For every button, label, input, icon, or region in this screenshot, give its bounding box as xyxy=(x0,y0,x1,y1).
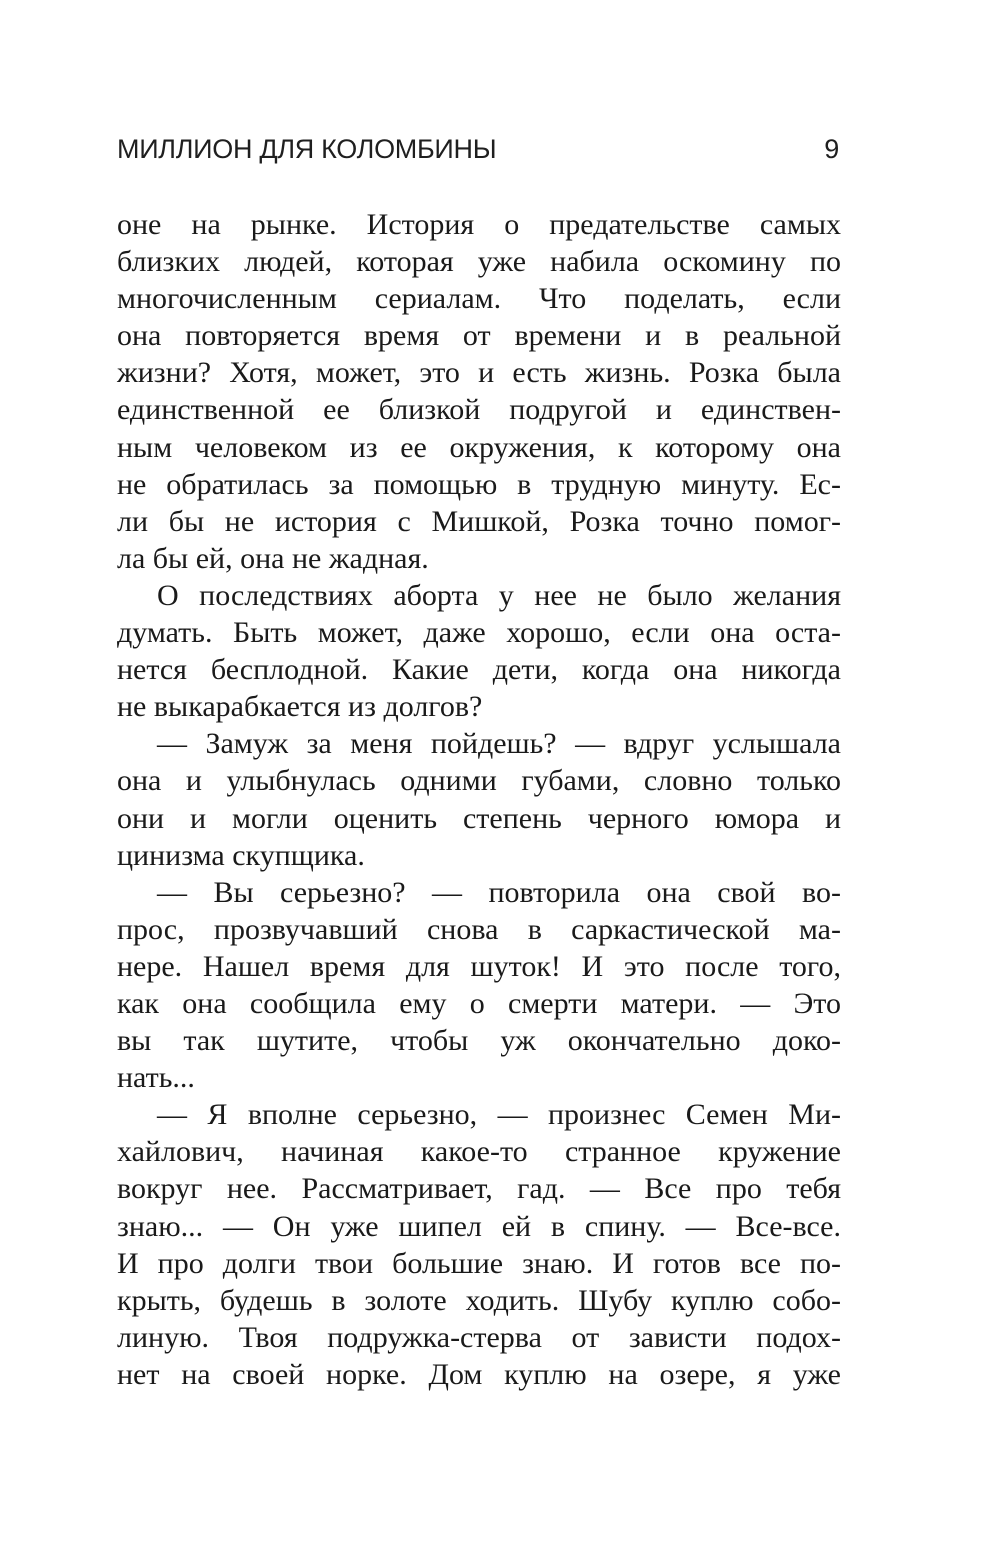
text-line: оне на рынке. История о предательстве самых xyxy=(117,208,841,241)
paragraph xyxy=(117,206,841,577)
text-line: не выкарабкается из долгов? xyxy=(117,690,483,724)
text-line: ным человеком из ее окружения, к которому она xyxy=(117,430,841,464)
text-line: знаю... — Он уже шипел ей в спину. — Все-все. xyxy=(117,1209,841,1243)
text-line: нется бесплодной. Какие дети, когда она никогда xyxy=(117,653,841,687)
text-line: нере. Нашел время для шуток! И это после того, xyxy=(117,949,841,983)
text-line: — Я вполне серьезно, — произнес Семен Ми- xyxy=(157,1098,841,1132)
text-line: О последствиях аборта у нее не было желания xyxy=(157,578,841,612)
text-line: ли бы не история с Мишкой, Розка точно помог- xyxy=(117,504,841,538)
text-line: как она сообщила ему о смерти матери. — Это xyxy=(117,986,841,1020)
text-line: прос, прозвучавший снова в саркастической ма- xyxy=(117,912,841,946)
text-line: они и могли оценить степень черного юмора и xyxy=(117,801,841,835)
text-line: цинизма скупщика. xyxy=(117,838,365,872)
paragraph xyxy=(117,725,841,873)
text-line: линую. Твоя подружка-стерва от зависти подох- xyxy=(117,1320,841,1354)
text-line: единственной ее близкой подругой и единствен- xyxy=(117,393,841,427)
text-line: — Вы серьезно? — повторила она свой во- xyxy=(157,875,841,909)
paragraph xyxy=(117,874,841,1097)
text-line: жизни? Хотя, может, это и есть жизнь. Розка была xyxy=(117,356,841,390)
text-line: нать... xyxy=(117,1061,195,1095)
paragraph xyxy=(117,577,841,725)
text-line: нет на своей норке. Дом куплю на озере, я уже xyxy=(117,1357,841,1391)
text-line: не обратилась за помощью в трудную минуту. Ес- xyxy=(117,467,841,501)
text-line: хайлович, начиная какое-то странное кружение xyxy=(117,1135,841,1169)
body-text xyxy=(117,206,841,1393)
text-line: вокруг нее. Рассматривает, гад. — Все про тебя xyxy=(117,1172,841,1206)
running-head xyxy=(117,134,841,176)
text-line: многочисленным сериалам. Что поделать, если xyxy=(117,282,841,316)
page-number: 9 xyxy=(824,134,839,164)
text-line: вы так шутите, чтобы уж окончательно дoко- xyxy=(117,1024,841,1058)
text-line: ла бы ей, она не жадная. xyxy=(117,541,429,575)
paragraph xyxy=(117,1096,841,1393)
text-line: она повторяется время от времени и в реальной xyxy=(117,319,841,353)
book-title: МИЛЛИОН ДЛЯ КОЛОМБИНЫ xyxy=(117,134,497,164)
text-line: И про долги твои большие знаю. И готов все по- xyxy=(117,1246,841,1280)
text-line: — Замуж за меня пойдешь? — вдруг услышала xyxy=(157,727,841,761)
text-line: думать. Быть может, даже хорошо, если она оста- xyxy=(117,616,841,650)
text-line: она и улыбнулась одними губами, словно только xyxy=(117,764,841,798)
text-line: близких людей, которая уже набила оскомину по xyxy=(117,245,841,279)
text-line: крыть, будешь в золоте ходить. Шубу куплю собо- xyxy=(117,1283,841,1317)
